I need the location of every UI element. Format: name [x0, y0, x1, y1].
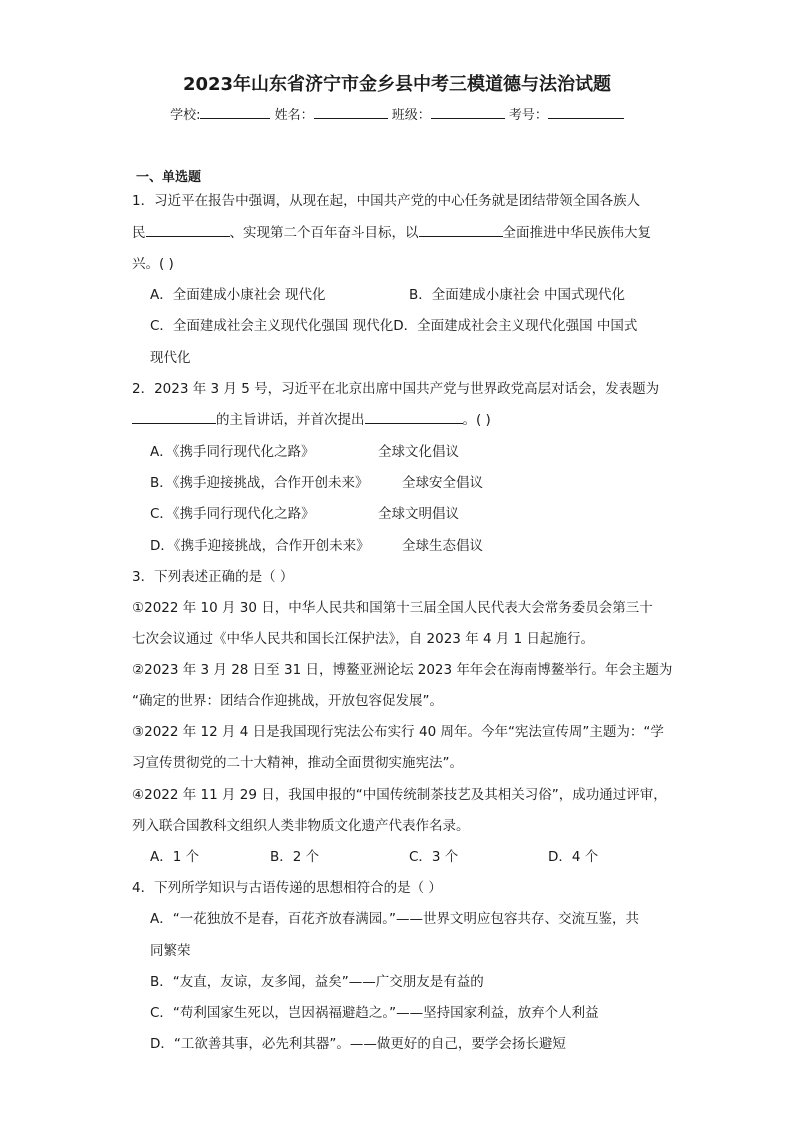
q1-blank-1 — [146, 224, 230, 237]
q3-statement-3-line1: ③2022 年 12 月 4 日是我国现行宪法公布实行 40 周年。今年“宪法宣传周”主题为：“学 — [132, 724, 664, 740]
exam-number-blank[interactable] — [548, 105, 624, 119]
q3-statement-2-line2: “确定的世界：团结合作迎挑战，开放包容促发展”。 — [132, 693, 443, 709]
name-blank[interactable] — [314, 105, 388, 119]
q3-statement-1-line2: 七次会议通过《中华人民共和国长江保护法》，自 2023 年 4 月 1 日起施行。 — [132, 631, 595, 647]
q4-option-c[interactable]: C．“苟利国家生死以，岂因祸福避趋之。”——坚持国家利益，放弃个人利益 — [150, 1005, 599, 1021]
class-blank[interactable] — [431, 105, 505, 119]
q2-option-b[interactable]: B．《携手迎接挑战，合作开创未来》 全球安全倡议 — [150, 475, 483, 491]
q4-option-a-cont: 同繁荣 — [150, 943, 191, 959]
q2-blank-2 — [365, 411, 463, 424]
q4-option-a[interactable]: A．“一花独放不是春，百花齐放春满园。”——世界文明应包容共存、交流互鉴，共 — [150, 911, 639, 927]
q3-statement-3-line2: 习宣传贯彻党的二十大精神，推动全面贯彻实施宪法”。 — [132, 755, 463, 771]
q1-stem-line1: 1．习近平在报告中强调，从现在起，中国共产党的中心任务就是团结带领全国各族人 — [132, 193, 641, 209]
q2-option-c[interactable]: C．《携手同行现代化之路》 全球文明倡议 — [150, 506, 459, 522]
q2-blank-1 — [132, 411, 216, 424]
q3-option-b[interactable]: B．2 个 — [270, 849, 320, 865]
q3-statement-4-line1: ④2022 年 11 月 29 日，我国申报的“中国传统制茶技艺及其相关习俗”，成功通过评审， — [132, 787, 667, 803]
q1-option-c-d[interactable]: C．全面建成社会主义现代化强国 现代化D．全面建成社会主义现代化强国 中国式 — [150, 318, 638, 334]
q3-stem: 3．下列表述正确的是（ ） — [132, 569, 294, 585]
q1-blank-2 — [419, 224, 503, 237]
q1-option-d-cont: 现代化 — [150, 350, 191, 366]
q1-option-b[interactable]: B．全面建成小康社会 中国式现代化 — [409, 287, 626, 303]
page-title: 2023年山东省济宁市金乡县中考三模道德与法治试题 — [182, 74, 612, 95]
q3-option-d[interactable]: D．4 个 — [548, 849, 599, 865]
q4-option-d[interactable]: D．“工欲善其事，必先利其器”。——做更好的自己，要学会扬长避短 — [150, 1036, 566, 1052]
q4-stem: 4．下列所学知识与古语传递的思想相符合的是（ ） — [132, 880, 442, 896]
q2-stem-line2: 的主旨讲话，并首次提出 。( ) — [132, 411, 491, 429]
student-info-line — [0, 104, 794, 123]
q2-stem-line1: 2．2023 年 3 月 5 号，习近平在北京出席中国共产党与世界政党高层对话会，发表题为 — [132, 381, 660, 397]
q1-stem-line3: 兴。( ) — [132, 256, 174, 272]
q1-option-a[interactable]: A．全面建成小康社会 现代化 — [150, 287, 326, 303]
q1-stem-line2: 民 、实现第二个百年奋斗目标，以 全面推进中华民族伟大复 — [132, 225, 651, 241]
q3-statement-1-line1: ①2022 年 10 月 30 日，中华人民共和国第十三届全国人民代表大会常务委员会第三十 — [132, 600, 653, 616]
school-blank[interactable] — [200, 105, 270, 119]
q3-statement-4-line2: 列入联合国教科文组织人类非物质文化遗产代表作名录。 — [132, 818, 470, 834]
q2-option-a[interactable]: A．《携手同行现代化之路》 全球文化倡议 — [150, 444, 459, 460]
exam-number-label: 考号： — [508, 108, 548, 123]
school-label: 学校: — [170, 108, 201, 123]
q3-statement-2-line1: ②2023 年 3 月 28 日至 31 日，博鳌亚洲论坛 2023 年年会在海南博鳌举行。年会主题为 — [132, 662, 673, 678]
q4-option-b[interactable]: B．“友直，友谅，友多闻，益矣”——广交朋友是有益的 — [150, 974, 484, 990]
q3-option-c[interactable]: C．3 个 — [409, 849, 459, 865]
q3-option-a[interactable]: A．1 个 — [150, 849, 200, 865]
q2-option-d[interactable]: D．《携手迎接挑战，合作开创未来》 全球生态倡议 — [150, 538, 483, 554]
class-label: 班级： — [391, 108, 431, 123]
section-title: 一、单选题 — [136, 170, 202, 185]
name-label: 姓名： — [274, 108, 314, 123]
